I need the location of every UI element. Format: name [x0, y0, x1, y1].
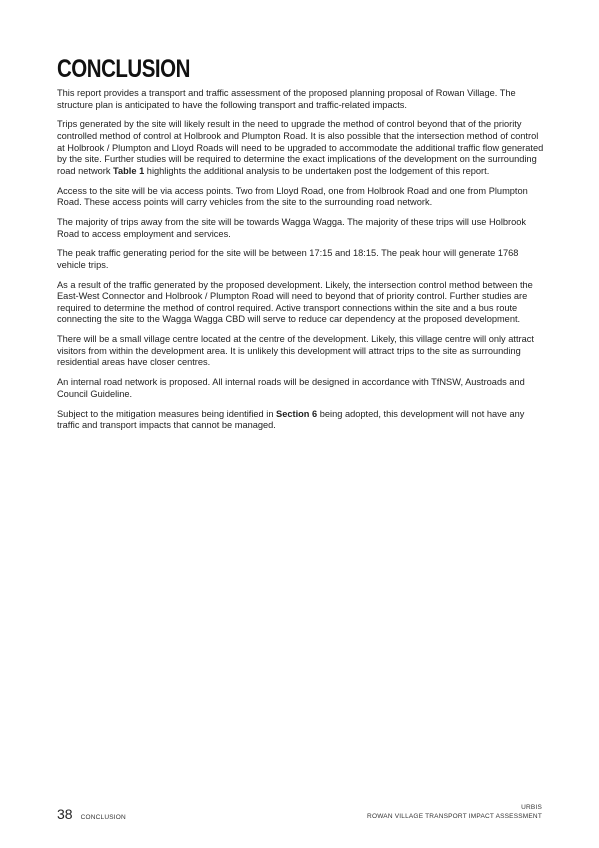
paragraph-text: highlights the additional analysis to be undertaken post the lodgement of this report. — [144, 165, 490, 176]
paragraph-trips-generated — [57, 119, 547, 177]
paragraph-text: Trips generated by the site will likely result in the need to upgrade the method of control beyond that of the priority controlled method of control at Holbrook and Plumpton Road. It is also possible that the intersection method of control at Holbrook / Plumpton and Lloyd Roads will need to be upgraded to accommodate the additional traffic flow generated by the site. Further studies will be required to determine the exact implications of the development on the surrounding road network — [57, 119, 544, 176]
page-number: 38 — [57, 806, 73, 822]
paragraph-text: being adopted, this development will not have any traffic and transport impacts that cannot be managed. — [57, 408, 525, 431]
paragraph-village-centre: There will be a small village centre located at the centre of the development. Likely, this village centre will only attract visitors from within the development area. It is unlikely this development will attract trips to the site as surrounding residential areas have closer centres. — [57, 334, 534, 368]
section-reference: Section 6 — [276, 408, 318, 419]
footer-right — [367, 803, 542, 821]
paragraph-intro: This report provides a transport and traffic assessment of the proposed planning proposal of Rowan Village. The structure plan is anticipated to have the following transport and traffic-related impacts. — [57, 88, 516, 110]
footer-document-title: ROWAN VILLAGE TRANSPORT IMPACT ASSESSMENT — [367, 813, 542, 820]
paragraph-text: Subject to the mitigation measures being identified in — [57, 408, 277, 419]
paragraph-access: Access to the site will be via access points. Two from Lloyd Road, one from Holbrook Road and one from Plumpton Road. These access points will carry vehicles from the site to the surrounding road network. — [57, 185, 528, 208]
paragraph-internal-roads: An internal road network is proposed. All internal roads will be designed in accordance with TfNSW, Austroads and Council Guideline. — [57, 377, 525, 399]
footer-section-name: CONCLUSION — [80, 814, 126, 821]
page-title: CONCLUSION — [57, 55, 190, 83]
table-reference: Table 1 — [113, 165, 145, 176]
paragraph-intersection-control: As a result of the traffic generated by the proposed development. Likely, the intersection control method between the East-West Connector and Holbrook / Plumpton Road will need to beyond that of priority control. Further studies are required to determine the method of control required. Active transport connections within the site and a bus route connecting the site to the Wagga Wagga CBD will serve to reduce car dependency at the proposed development. — [57, 279, 533, 325]
paragraph-mitigation — [57, 409, 547, 432]
footer-company: URBIS — [521, 804, 542, 811]
body-text — [57, 88, 547, 440]
paragraph-peak-period: The peak traffic generating period for the site will be between 17:15 and 18:15. The peak hour will generate 1768 vehicle trips. — [57, 248, 519, 270]
paragraph-trip-distribution: The majority of trips away from the site will be towards Wagga Wagga. The majority of these trips will use Holbrook Road to access employment and services. — [57, 216, 527, 239]
footer-left — [57, 806, 126, 822]
